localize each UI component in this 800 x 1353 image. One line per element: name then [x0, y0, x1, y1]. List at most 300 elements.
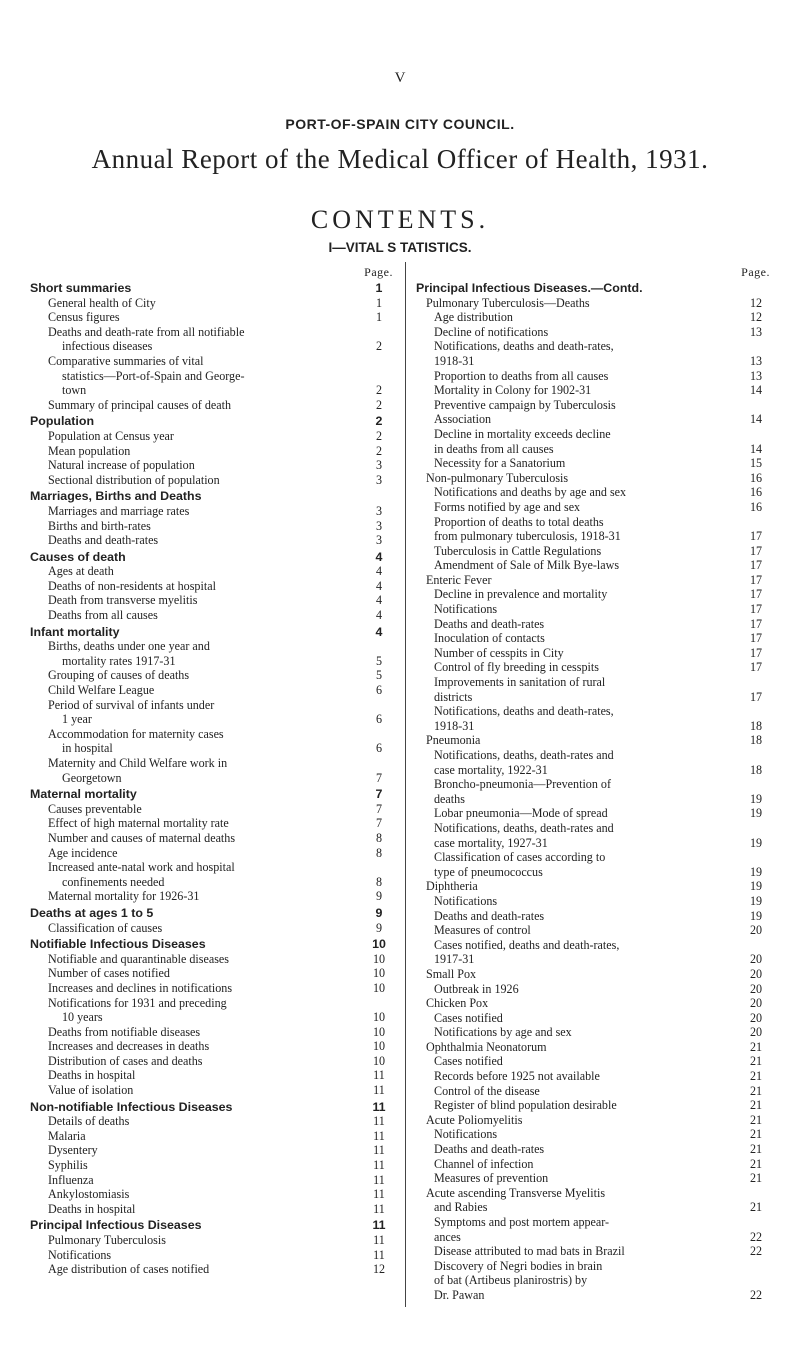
entry-page-number: 18	[749, 718, 763, 733]
entry-title: Discovery of Negri bodies in brain	[434, 1258, 603, 1273]
entry-page-number: 21	[749, 1054, 763, 1069]
contents-entry	[30, 816, 395, 831]
column-divider	[405, 262, 406, 1307]
entry-title: in hospital	[62, 741, 113, 756]
entry-title: Notifications	[434, 1127, 498, 1142]
entry-title: case mortality, 1927-31	[434, 835, 548, 850]
contents-entry	[416, 1040, 772, 1055]
entry-page-number	[740, 675, 772, 690]
contents-entry	[416, 1025, 772, 1040]
entry-page-number: 3	[375, 458, 383, 473]
contents-heading	[30, 906, 395, 921]
entry-page-number: 16	[749, 470, 763, 485]
entry-title: Principal Infectious Diseases	[30, 1218, 202, 1233]
entry-page-number: 11	[373, 1143, 385, 1158]
entry-title: Notifiable Infectious Diseases	[30, 937, 206, 952]
entry-title: from pulmonary tuberculosis, 1918-31	[434, 529, 621, 544]
contents-entry	[416, 733, 772, 748]
entry-title: and Rabies	[434, 1200, 488, 1215]
contents-entry	[30, 1114, 395, 1129]
contents-heading	[30, 550, 395, 565]
entry-page-number: 11	[373, 1068, 385, 1083]
entry-page-number: 22	[749, 1287, 763, 1302]
contents-entry	[30, 1129, 395, 1144]
entry-title: Child Welfare League	[48, 683, 155, 698]
contents-entry	[30, 1025, 395, 1040]
contents-entry	[416, 442, 772, 457]
entry-page-number: 3	[375, 518, 383, 533]
entry-title: Pulmonary Tuberculosis—Deaths	[426, 295, 590, 310]
entry-title: Records before 1925 not available	[434, 1069, 600, 1084]
contents-entry	[30, 369, 395, 384]
contents-entry	[30, 398, 395, 413]
entry-title: Marriages and marriage rates	[48, 503, 190, 518]
contents-entry	[30, 639, 395, 654]
entry-title: Distribution of cases and deaths	[48, 1053, 203, 1068]
entry-page-number: 3	[375, 533, 383, 548]
contents-entry	[416, 850, 772, 865]
contents-entry	[416, 996, 772, 1011]
entry-page-number: 4	[375, 624, 383, 639]
entry-page-number: 10	[372, 1039, 386, 1054]
entry-page-number: 17	[749, 572, 763, 587]
entry-page-number	[740, 1215, 772, 1230]
entry-title: Deaths and death-rates	[48, 533, 159, 548]
entry-title: Decline in mortality exceeds decline	[434, 426, 611, 441]
report-title: Annual Report of the Medical Officer of Health, 1931.	[91, 144, 709, 174]
entry-page-number: 11	[373, 1158, 385, 1173]
entry-page-number: 14	[749, 383, 763, 398]
contents-entry	[416, 1054, 772, 1069]
contents-entry	[416, 1157, 772, 1172]
entry-title: Census figures	[48, 310, 120, 325]
entry-page-number: 1	[375, 310, 383, 325]
entry-page-number: 19	[749, 806, 763, 821]
contents-entry	[416, 1069, 772, 1084]
contents-entry	[416, 777, 772, 792]
entry-page-number: 10	[372, 1053, 386, 1068]
entry-title: Acute ascending Transverse Myelitis	[426, 1185, 606, 1200]
entry-title: Age distribution of cases notified	[48, 1262, 210, 1277]
entry-title: Causes preventable	[48, 801, 142, 816]
entry-page-number: 21	[749, 1127, 763, 1142]
entry-title: Measures of prevention	[434, 1171, 549, 1186]
entry-page-number: 7	[375, 770, 383, 785]
contents-heading	[30, 937, 395, 952]
entry-title: Maternal mortality for 1926-31	[48, 889, 200, 904]
contents-entry	[416, 806, 772, 821]
entry-page-number	[740, 1186, 772, 1201]
entry-page-number: 2	[375, 339, 383, 354]
entry-title: Non-pulmonary Tuberculosis	[426, 470, 569, 485]
contents-entry	[30, 296, 395, 311]
entry-title: Notifications	[48, 1247, 112, 1262]
entry-page-number: 7	[375, 816, 383, 831]
entry-page-number	[363, 369, 395, 384]
entry-title: Notifications and deaths by age and sex	[434, 485, 627, 500]
contents-entry	[416, 573, 772, 588]
entry-page-number: 8	[375, 874, 383, 889]
contents-entry	[30, 593, 395, 608]
contents-heading	[30, 1100, 395, 1115]
contents-heading	[416, 281, 772, 296]
contents-heading	[30, 281, 395, 296]
contents-entry	[30, 875, 395, 890]
contents-entry	[416, 1084, 772, 1099]
entry-title: Increased ante-natal work and hospital	[48, 860, 235, 875]
entry-page-number: 6	[375, 741, 383, 756]
entry-page-number: 21	[749, 1156, 763, 1171]
entry-page-number: 6	[375, 712, 383, 727]
entry-title: Maternity and Child Welfare work in	[48, 756, 228, 770]
entry-page-number	[740, 515, 772, 530]
entry-page-number: 7	[375, 801, 383, 816]
entry-page-number	[363, 756, 395, 771]
entry-title: Notifications	[434, 893, 498, 908]
entry-page-number: 20	[749, 952, 763, 967]
entry-title: Measures of control	[434, 923, 531, 938]
entry-page-number: 21	[749, 1098, 763, 1113]
contents-entry	[416, 412, 772, 427]
entry-page-number: 22	[749, 1244, 763, 1259]
entry-title: Syphilis	[48, 1158, 88, 1173]
contents-list-right	[416, 281, 772, 1303]
entry-title: Amendment of Sale of Milk Bye-laws	[434, 558, 620, 573]
contents-entry	[30, 771, 395, 786]
entry-page-number: 10	[372, 1010, 386, 1025]
entry-title: Deaths of non-residents at hospital	[48, 578, 216, 593]
entry-page-number: 2	[375, 397, 383, 412]
entry-page-number: 17	[749, 587, 763, 602]
entry-page-number: 17	[749, 616, 763, 631]
contents-entry	[30, 1187, 395, 1202]
contents-entry	[416, 1288, 772, 1303]
entry-title: Classification of cases according to	[434, 850, 606, 865]
entry-title: Notifications, deaths, death-rates and	[434, 820, 614, 835]
entry-page-number	[363, 325, 395, 340]
contents-heading	[30, 787, 395, 802]
entry-title: Georgetown	[62, 770, 122, 785]
entry-page-number	[363, 639, 395, 654]
entry-title: Notifications, deaths, death-rates and	[434, 748, 614, 762]
contents-heading	[30, 489, 395, 504]
contents-entry	[416, 1127, 772, 1142]
contents-entry	[416, 369, 772, 384]
entry-page-number: 11	[373, 1201, 385, 1216]
entry-page-number: 12	[749, 310, 763, 325]
entry-page-number: 21	[749, 1142, 763, 1157]
contents-entry	[416, 296, 772, 311]
entry-page-number	[740, 398, 772, 413]
entry-page-number: 12	[749, 295, 763, 310]
entry-page-number: 19	[749, 864, 763, 879]
entry-page-number: 4	[375, 578, 383, 593]
contents-left-column	[30, 265, 395, 1277]
entry-page-number: 1	[375, 295, 383, 310]
entry-title: Channel of infection	[434, 1156, 534, 1171]
entry-page-number: 10	[372, 1024, 386, 1039]
contents-list-left	[30, 281, 395, 1277]
contents-entry	[30, 1143, 395, 1158]
contents-entry	[416, 660, 772, 675]
entry-page-number: 9	[375, 889, 383, 904]
entry-title: Enteric Fever	[426, 572, 492, 587]
entry-title: Notifications for 1931 and preceding	[48, 995, 227, 1010]
entry-page-number: 3	[375, 472, 383, 487]
entry-page-number: 20	[749, 1025, 763, 1040]
contents-entry	[416, 1259, 772, 1274]
entry-page-number: 17	[749, 558, 763, 573]
entry-title: Mean population	[48, 443, 131, 458]
entry-page-number	[363, 860, 395, 875]
entry-title: statistics—Port-of-Spain and George-	[62, 368, 245, 383]
contents-entry	[416, 1244, 772, 1259]
entry-title: districts	[434, 689, 473, 704]
entry-page-number: 12	[372, 1262, 386, 1277]
contents-entry	[416, 1011, 772, 1026]
entry-page-number: 11	[373, 1083, 385, 1098]
entry-page-number: 21	[749, 1039, 763, 1054]
entry-title: Tuberculosis in Cattle Regulations	[434, 543, 602, 558]
entry-title: Notifications by age and sex	[434, 1025, 572, 1040]
entry-title: Mortality in Colony for 1902-31	[434, 383, 592, 398]
contents-entry	[416, 1113, 772, 1128]
contents-entry	[416, 646, 772, 661]
contents-entry	[416, 1171, 772, 1186]
entry-title: Diphtheria	[426, 879, 478, 894]
entry-page-number: 14	[749, 412, 763, 427]
entry-title: Ankylostomiasis	[48, 1187, 130, 1202]
entry-title: Births, deaths under one year and	[48, 639, 210, 654]
contents-entry	[416, 1200, 772, 1215]
entry-page-number: 7	[375, 787, 383, 802]
entry-title: confinements needed	[62, 874, 165, 889]
entry-page-number: 8	[375, 845, 383, 860]
contents-entry	[30, 1173, 395, 1188]
contents-entry	[30, 756, 395, 771]
entry-title: Notifiable and quarantinable diseases	[48, 951, 230, 966]
entry-page-number: 2	[375, 443, 383, 458]
entry-title: Chicken Pox	[426, 996, 489, 1011]
entry-page-number: 4	[375, 593, 383, 608]
entry-title: Symptoms and post mortem appear-	[434, 1215, 610, 1229]
entry-page-number: 17	[749, 660, 763, 675]
entry-page-number: 6	[375, 683, 383, 698]
entry-page-number: 19	[749, 908, 763, 923]
entry-title: Disease attributed to mad bats in Brazil	[434, 1244, 625, 1259]
contents-entry	[416, 558, 772, 573]
contents-entry	[30, 1158, 395, 1173]
contents-entry	[416, 967, 772, 982]
entry-page-number: 1	[375, 281, 383, 295]
entry-title: Principal Infectious Diseases.—Contd.	[416, 281, 643, 295]
entry-page-number: 13	[749, 324, 763, 339]
contents-entry	[30, 1248, 395, 1263]
contents-entry	[30, 1083, 395, 1098]
entry-title: Death from transverse myelitis	[48, 593, 198, 608]
entry-title: Number of cases notified	[48, 966, 170, 981]
entry-title: 10 years	[62, 1010, 103, 1025]
contents-entry	[30, 846, 395, 861]
entry-title: Period of survival of infants under	[48, 697, 215, 712]
entry-title: town	[62, 383, 87, 398]
entry-title: Value of isolation	[48, 1083, 134, 1098]
contents-heading	[30, 414, 395, 429]
contents-entry	[30, 325, 395, 340]
entry-page-number: 4	[375, 549, 383, 564]
entry-title: Control of the disease	[434, 1083, 540, 1098]
entry-title: mortality rates 1917-31	[62, 653, 176, 668]
entry-page-number: 17	[749, 602, 763, 617]
contents-entry	[416, 1215, 772, 1230]
entry-title: 1918-31	[434, 353, 475, 368]
contents-entry	[416, 763, 772, 778]
entry-title: Malaria	[48, 1128, 86, 1143]
entry-title: 1917-31	[434, 952, 475, 967]
contents-entry	[30, 608, 395, 623]
entry-title: Population	[30, 414, 95, 429]
page-column-label: Page.	[741, 265, 770, 279]
entry-page-number: 21	[749, 1069, 763, 1084]
entry-page-number: 5	[375, 668, 383, 683]
entry-title: Forms notified by age and sex	[434, 499, 581, 514]
entry-page-number	[740, 748, 772, 763]
entry-page-number: 11	[373, 1187, 385, 1202]
contents-entry	[416, 690, 772, 705]
entry-title: Ages at death	[48, 564, 114, 579]
entry-page-number: 17	[749, 543, 763, 558]
entry-title: Causes of death	[30, 549, 126, 564]
contents-entry	[416, 427, 772, 442]
entry-title: Cases notified	[434, 1054, 503, 1069]
entry-title: 1918-31	[434, 718, 475, 733]
entry-page-number	[363, 698, 395, 713]
entry-title: Increases and decreases in deaths	[48, 1039, 210, 1054]
entry-page-number: 18	[749, 762, 763, 777]
contents-entry	[416, 836, 772, 851]
entry-page-number: 11	[373, 1247, 385, 1262]
entry-title: Deaths in hospital	[48, 1201, 136, 1216]
entry-title: Deaths in hospital	[48, 1068, 136, 1083]
entry-page-number: 17	[749, 645, 763, 660]
contents-entry	[416, 1142, 772, 1157]
contents-entry	[30, 952, 395, 967]
entry-title: Age distribution	[434, 310, 513, 325]
entry-page-number: 20	[749, 923, 763, 938]
contents-entry	[416, 865, 772, 880]
page-number: V	[394, 70, 406, 86]
entry-page-number: 19	[749, 879, 763, 894]
entry-title: Deaths at ages 1 to 5	[30, 905, 154, 920]
contents-entry	[30, 444, 395, 459]
contents-entry	[30, 996, 395, 1011]
entry-title: Marriages, Births and Deaths	[30, 489, 202, 504]
entry-title: Grouping of causes of deaths	[48, 668, 190, 683]
contents-entry	[416, 631, 772, 646]
entry-page-number	[740, 339, 772, 354]
contents-entry	[416, 704, 772, 719]
contents-entry	[30, 981, 395, 996]
entry-page-number	[740, 704, 772, 719]
entry-title: Infant mortality	[30, 624, 120, 639]
contents-entry	[416, 909, 772, 924]
entry-title: Natural increase of population	[48, 458, 195, 473]
entry-title: Deaths from notifiable diseases	[48, 1024, 201, 1039]
contents-entry	[416, 792, 772, 807]
contents-entry	[416, 821, 772, 836]
entry-page-number: 11	[373, 1114, 385, 1129]
entry-title: Increases and declines in notifications	[48, 980, 233, 995]
entry-page-number: 4	[375, 608, 383, 623]
contents-entry	[416, 923, 772, 938]
entry-page-number: 2	[375, 383, 383, 398]
contents-entry	[416, 544, 772, 559]
entry-page-number	[740, 427, 772, 442]
contents-entry	[30, 1054, 395, 1069]
entry-title: Effect of high maternal mortality rate	[48, 816, 229, 831]
contents-entry	[30, 519, 395, 534]
contents-entry	[30, 310, 395, 325]
contents-entry	[30, 1068, 395, 1083]
contents-entry	[30, 698, 395, 713]
entry-title: Age incidence	[48, 845, 118, 860]
contents-entry	[416, 1230, 772, 1245]
contents-heading	[30, 625, 395, 640]
entry-page-number: 14	[749, 441, 763, 456]
contents-entry	[416, 617, 772, 632]
entry-title: Notifications, deaths and death-rates,	[434, 704, 614, 719]
contents-entry	[416, 485, 772, 500]
entry-title: Births and birth-rates	[48, 518, 151, 533]
contents-entry	[30, 966, 395, 981]
entry-title: Association	[434, 412, 492, 427]
entry-title: 1 year	[62, 712, 92, 727]
contents-entry	[416, 515, 772, 530]
entry-page-number: 11	[372, 1218, 386, 1233]
contents-entry	[30, 579, 395, 594]
entry-title: Pneumonia	[426, 733, 481, 748]
contents-entry	[30, 668, 395, 683]
contents-entry	[30, 1039, 395, 1054]
contents-entry	[416, 325, 772, 340]
entry-page-number: 2	[375, 414, 383, 429]
entry-page-number: 2	[375, 428, 383, 443]
entry-title: of bat (Artibeus planirostris) by	[434, 1273, 588, 1288]
contents-entry	[416, 339, 772, 354]
contents-entry	[416, 748, 772, 763]
entry-page-number: 11	[373, 1233, 385, 1247]
entry-page-number: 10	[372, 937, 386, 952]
contents-entry	[30, 354, 395, 369]
entry-title: General health of City	[48, 295, 156, 310]
contents-entry	[30, 429, 395, 444]
entry-page-number	[363, 489, 395, 504]
entry-title: Register of blind population desirable	[434, 1098, 617, 1113]
entry-title: Dysentery	[48, 1143, 98, 1158]
contents-entry	[30, 533, 395, 548]
contents-entry	[30, 504, 395, 519]
entry-title: Deaths and death-rates	[434, 616, 545, 631]
contents-entry	[416, 456, 772, 471]
entry-title: Deaths and death-rate from all notifiable	[48, 324, 245, 339]
entry-page-number: 21	[749, 1171, 763, 1186]
entry-title: ances	[434, 1229, 461, 1244]
entry-page-number	[740, 777, 772, 792]
entry-page-number: 13	[749, 353, 763, 368]
entry-title: Proportion to deaths from all causes	[434, 368, 609, 383]
entry-page-number: 11	[373, 1172, 385, 1187]
contents-entry	[416, 719, 772, 734]
